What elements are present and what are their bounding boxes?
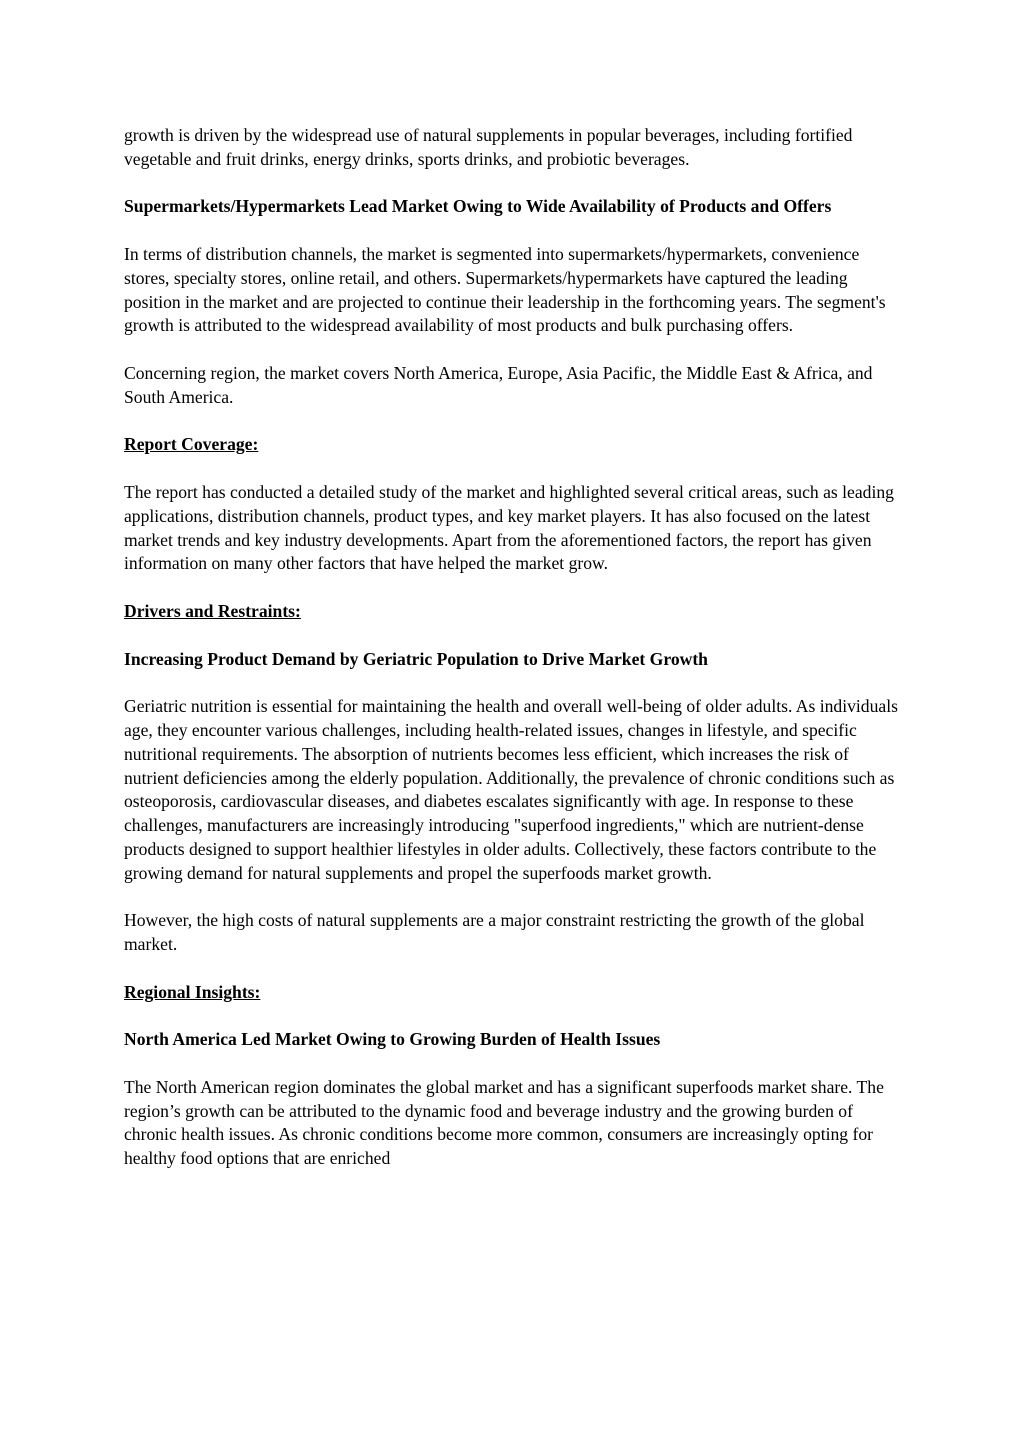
heading-north-america: North America Led Market Owing to Growing Burden of Health Issues [124,1029,661,1050]
heading-drivers-restraints: Drivers and Restraints: [124,600,301,621]
paragraph-region: Concerning region, the market covers North America, Europe, Asia Pacific, the Middle East & Africa, and South America. [124,362,873,407]
paragraph-distribution-channels: In terms of distribution channels, the market is segmented into supermarkets/hypermarkets, convenience stores, specialty stores, online retail, and others. Supermarkets/hypermarkets have captured the leading position in the market and are projected to continue their leadership in the forthcoming years. The segment's growth is attributed to the widespread availability of most products and bulk purchasing offers. [124,243,886,336]
paragraph-north-america: The North American region dominates the global market and has a significant superfoods market share. The region’s growth can be attributed to the dynamic food and beverage industry and the growing burden of chronic health issues. As chronic conditions become more common, consumers are increasingly opting for healthy food options that are enriched [124,1076,884,1169]
paragraph-report-coverage: The report has conducted a detailed study of the market and highlighted several critical areas, such as leading applications, distribution channels, product types, and key market players. It has also focused on the latest market trends and key industry developments. Apart from the aforementioned factors, the report has given information on many other factors that have helped the market grow. [124,481,894,574]
heading-supermarkets: Supermarkets/Hypermarkets Lead Market Owing to Wide Availability of Products and Offers [124,196,832,217]
heading-regional-insights: Regional Insights: [124,981,261,1002]
paragraph-geriatric-nutrition: Geriatric nutrition is essential for maintaining the health and overall well-being of older adults. As individuals age, they encounter various challenges, including health-related issues, changes in lifestyle, and specific nutritional requirements. The absorption of nutrients becomes less efficient, which increases the risk of nutrient deficiencies among the elderly population. Additionally, the prevalence of chronic conditions such as osteoporosis, cardiovascular diseases, and diabetes escalates significantly with age. In response to these challenges, manufacturers are increasingly introducing "superfood ingredients," which are nutrient-dense products designed to support healthier lifestyles in older adults. Collectively, these factors contribute to the growing demand for natural supplements and propel the superfoods market growth. [124,696,898,883]
document-page [124,124,902,1195]
heading-report-coverage: Report Coverage: [124,434,259,455]
heading-geriatric-demand: Increasing Product Demand by Geriatric Population to Drive Market Growth [124,648,708,669]
paragraph-beverages: growth is driven by the widespread use of natural supplements in popular beverages, including fortified vegetable and fruit drinks, energy drinks, sports drinks, and probiotic beverages. [124,125,853,169]
paragraph-restraint: However, the high costs of natural supplements are a major constraint restricting the growth of the global market. [124,910,865,955]
